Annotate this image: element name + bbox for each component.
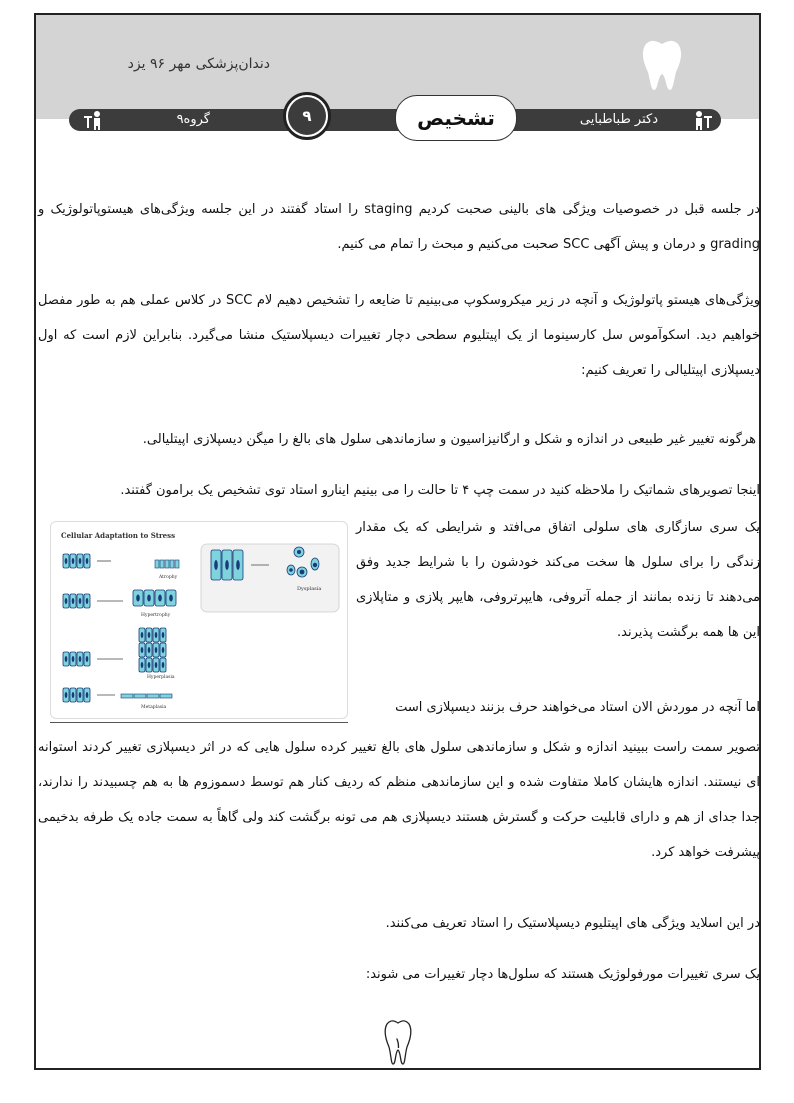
- paragraph-9: یک سری تغییرات مورفولوژیک هستند که سلول‌ها دچار تغییرات می شوند:: [365, 967, 760, 982]
- lecturer-name: دکتر طباطبایی: [579, 112, 658, 127]
- dysplasia-label: Dysplasia: [297, 586, 322, 592]
- atrophy-label: Atrophy: [159, 575, 178, 580]
- paragraph-4: اینجا تصویرهای شماتیک را ملاحظه کنید در سمت چپ ۴ تا حالت را می بینیم اینارو استاد توی تشخیص یک برامون گفتند.: [120, 483, 760, 498]
- figure-underline: [50, 722, 348, 723]
- paragraph-3: هرگونه تغییر غیر طبیعی در اندازه و شکل و ارگانیزاسیون و سازماندهی سلول های بالغ را میگن دیسپلازی اپیتلیالی.: [142, 432, 756, 447]
- paragraph-7: تصویر سمت راست ببینید اندازه و شکل و سازماندهی سلول های بالغ تغییر کرده سلول هایی که در اثر دیسپلازی تغییر کردند استوانه ای نیستند. اندازه هایشان کاملا متفاوت شده و این سازماندهی منظم که ردیف کنار هم توسط دسموزوم ها به هم چسبیدند را ندارند، جدا جدای از هم و دارای قابلیت حرکت و گسترش هستند دیسپلازی هم می تونه برگشت کند ولی گاهاً به سمت جاده یک طرفه بدخیمی پیشرفت خواهد کرد.: [38, 740, 760, 860]
- paragraph-8: در این اسلاید ویژگی های اپیتلیوم دیسپلاستیک را استاد تعریف می‌کنند.: [385, 916, 760, 931]
- paragraph-2: ویژگی‌های هیستو پاتولوژیک و آنچه در زیر میکروسکوپ می‌بینیم تا ضایعه را تشخیص دهیم لام SCC در کلاس عملی هم به طور مفصل خواهیم دید. اسکوآموس سل کارسینوما از یک اپیتلیوم سطحی دچار تغییرات دیسپلاستیک منشا می‌گیرد. بنابراین لازم است که اول دیسپلازی اپیتلیالی را تعریف کنیم:: [38, 293, 760, 378]
- cellular-adaptation-figure: [50, 521, 348, 719]
- group-label: گروه۹: [176, 112, 210, 127]
- tooth-page-icon: [382, 1018, 414, 1068]
- metaplasia-label: Metaplasia: [141, 705, 167, 710]
- paragraph-5: یک سری سازگاری های سلولی اتفاق می‌افتد و شرایطی که یک مقدار زندگی را برای سلول ها سخت می‌کند خودشون را با شرایط جدید وفق می‌دهند تا زنده بمانند از جمله آتروفی، هایپرتروفی، هایپر پلازی و متاپلازی این ها همه برگشت پذیرند.: [356, 520, 760, 640]
- school-name: دندان‌پزشکی مهر ۹۶ یزد: [127, 56, 270, 72]
- student-icon: [82, 110, 104, 130]
- lecturer-icon: [692, 110, 714, 130]
- page-number-text: ۱: [393, 1034, 403, 1052]
- figure-title: Cellular Adaptation to Stress: [61, 531, 176, 540]
- cellular-adaptation-diagram: [51, 522, 347, 718]
- page-number: [382, 1018, 414, 1068]
- hypertrophy-label: Hypertrophy: [141, 613, 171, 618]
- session-number: ۹: [288, 97, 326, 135]
- paragraph-6: اما آنچه در موردش الان استاد می‌خواهند حرف بزنند دیسپلازی است: [395, 700, 760, 715]
- hyperplasia-label: Hyperplasia: [147, 675, 175, 680]
- paragraph-1: در جلسه قبل در خصوصیات ویژگی های بالینی صحبت کردیم staging را استاد گفتند در این جلسه ویژگی‌های هیستوپاتولوژیک و grading و درمان و پیش آگهی SCC صحبت می‌کنیم و مبحث را تمام می کنیم.: [38, 202, 760, 252]
- tooth-logo-icon: [640, 38, 684, 92]
- page-title: تشخیص: [395, 95, 517, 141]
